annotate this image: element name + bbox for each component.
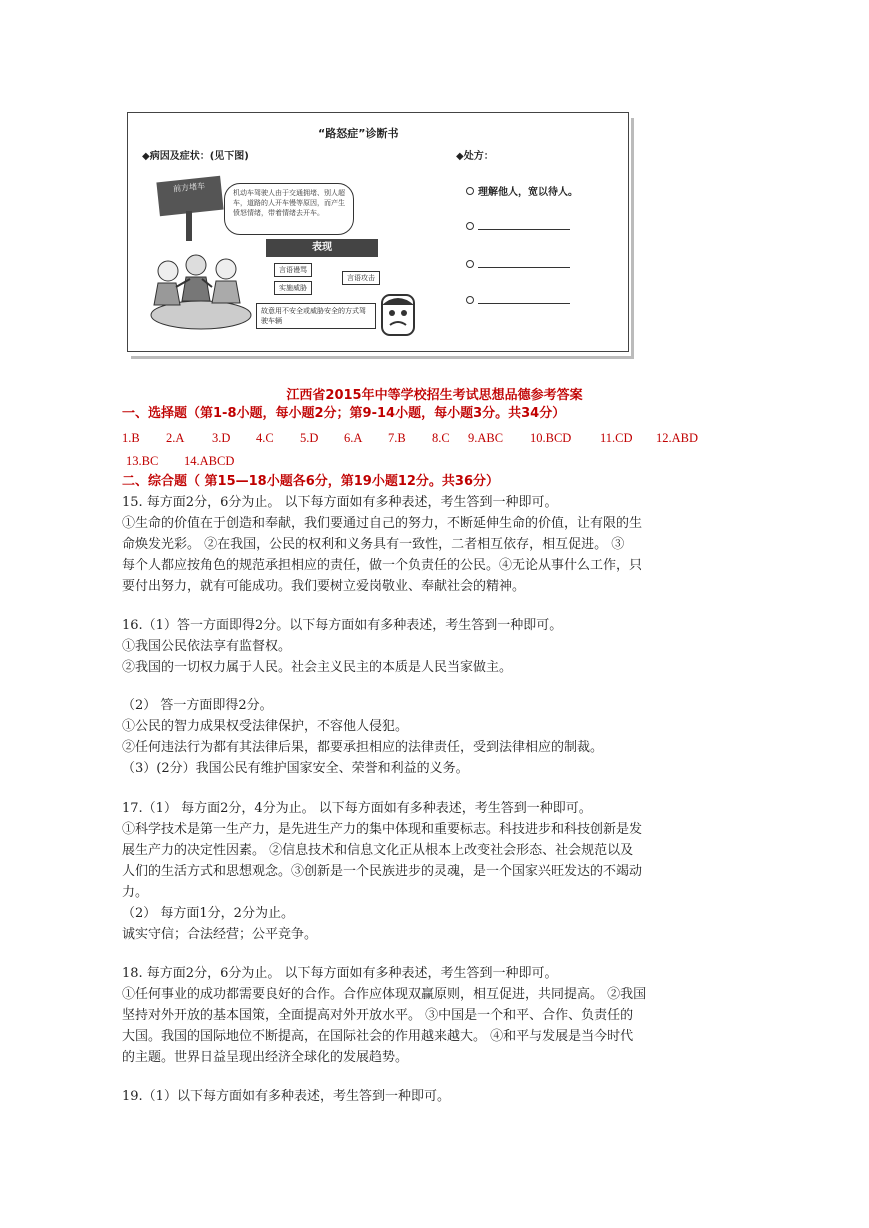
prescription-item-2 [466,221,570,230]
q17-part1-scoring: 17.（1） 每方面2分，4分为止。 以下每方面如有多种表述，考生答到一种即可。 [122,801,592,816]
mcq-answer: 9.ABC [468,431,504,445]
prescription-text: 理解他人，宽以待人。 [478,187,578,198]
mcq-answer: 6.A [344,431,363,445]
circle-icon [466,222,474,230]
section-2-heading: 二、综合题（ 第15—18小题各6分，第19小题12分。共36分） [122,474,500,489]
answer-title: 江西省2015年中等学校招生考试思想品德参考答案 [286,388,583,403]
figure-cause-heading: ◆病因及症状：(见下图) [142,151,249,162]
sign-post [186,211,192,241]
q16-answer-line: ②我国的一切权力属于人民。社会主义民主的本质是人民当家做主。 [122,660,513,675]
q18-answer-line: 的主题。世界日益呈现出经济全球化的发展趋势。 [122,1050,409,1065]
section-1-heading: 一、选择题（第1-8小题，每小题2分；第9-14小题，每小题3分。共34分） [122,406,566,421]
prescription-item-4 [466,295,570,304]
q18-answer-line: ①任何事业的成功都需要良好的合作。合作应体现双赢原则，相互促进，共同提高。 ②我国 [122,987,647,1002]
q16-answer-line: ①我国公民依法享有监督权。 [122,639,292,654]
cartoon-face-illustration [378,291,418,343]
circle-icon [466,296,474,304]
mcq-answer: 10.BCD [530,431,572,445]
mcq-answer: 11.CD [600,431,633,445]
blank-line [478,295,570,304]
q17-part2-scoring: （2） 每方面1分，2分为止。 [122,906,294,921]
q18-scoring: 18. 每方面2分，6分为止。 以下每方面如有多种表述，考生答到一种即可。 [122,966,558,981]
q17-answer-line: 人们的生活方式和思想观念。③创新是一个民族进步的灵魂，是一个国家兴旺发达的不竭动 [122,864,643,879]
mcq-answers-row-2 [126,452,234,470]
mcq-answer: 8.C [432,431,450,445]
q16-part3-answer: （3）(2分）我国公民有维护国家安全、荣誉和利益的义务。 [122,761,469,776]
q15-answer-line: ①生命的价值在于创造和奉献，我们要通过自己的努力，不断延伸生命的价值，让有限的生 [122,516,643,531]
symptom-tag: 实施威胁 [274,281,312,295]
circle-icon [466,260,474,268]
q18-answer-line: 大国。我国的国际地位不断提高，在国际社会的作用越来越大。 ④和平与发展是当今时代 [122,1029,634,1044]
symptoms-banner: 表现 [266,239,378,257]
symptom-tag-long: 故意用不安全或威胁安全的方式驾驶车辆 [256,303,376,329]
mcq-answer: 7.B [388,431,406,445]
symptom-tag: 言语谩骂 [274,263,312,277]
q18-answer-line: 坚持对外开放的基本国策，全面提高对外开放水平。 ③中国是一个和平、合作、负责任的 [122,1008,634,1023]
mcq-answer: 13.BC [126,454,159,468]
q19-part1-scoring: 19.（1）以下每方面如有多种表述，考生答到一种即可。 [122,1089,450,1104]
mcq-answer: 4.C [256,431,274,445]
road-sign: 前方堵车 [156,176,223,217]
figure-prescription-heading: ◆处方： [456,151,494,162]
mcq-answers-row-1 [122,429,698,447]
mcq-answer: 5.D [300,431,319,445]
q17-answer-line: 展生产力的决定性因素。 ②信息技术和信息文化正从根本上改变社会形态、社会规范以及 [122,843,634,858]
angry-drivers-illustration [146,243,256,333]
blank-line [478,259,570,268]
mcq-answer: 12.ABD [656,431,699,445]
blank-line [478,221,570,230]
mcq-answer: 3.D [212,431,231,445]
mcq-answer: 2.A [166,431,185,445]
prescription-item-3 [466,259,570,268]
q15-answer-line: 命焕发光彩。 ②在我国，公民的权利和义务具有一致性，二者相互依存，相互促进。 ③ [122,537,625,552]
q15-answer-line: 要付出努力，就有可能成功。我们要树立爱岗敬业、奉献社会的精神。 [122,579,526,594]
figure-title: “路怒症”诊断书 [318,127,399,140]
circle-icon [466,187,474,195]
q16-answer-line: ①公民的智力成果权受法律保护，不容他人侵犯。 [122,719,409,734]
q16-part2-scoring: （2） 答一方面即得2分。 [122,698,273,713]
q16-part1-scoring: 16.（1）答一方面即得2分。以下每方面如有多种表述，考生答到一种即可。 [122,618,563,633]
q15-scoring: 15. 每方面2分，6分为止。 以下每方面如有多种表述，考生答到一种即可。 [122,495,558,510]
prescription-item-1 [466,183,578,198]
q17-answer-line: ①科学技术是第一生产力，是先进生产力的集中体现和重要标志。科技进步和科技创新是发 [122,822,643,837]
q16-answer-line: ②任何违法行为都有其法律后果，都要承担相应的法律责任，受到法律相应的制裁。 [122,740,604,755]
symptom-tag: 言语攻击 [342,271,380,285]
q15-answer-line: 每个人都应按角色的规范承担相应的责任，做一个负责任的公民。④无论从事什么工作，只 [122,558,643,573]
mcq-answer: 1.B [122,431,140,445]
speech-bubble: 机动车驾驶人由于交通拥堵、别人超车，道路的人开车慢等原因，而产生愤怒情绪，带着情绪去开车。 [224,183,354,235]
road-rage-diagnosis-figure [127,112,629,352]
q17-part2-answer: 诚实守信；合法经营；公平竞争。 [122,927,318,942]
q17-answer-line: 力。 [122,885,149,900]
mcq-answer: 14.ABCD [184,454,235,468]
